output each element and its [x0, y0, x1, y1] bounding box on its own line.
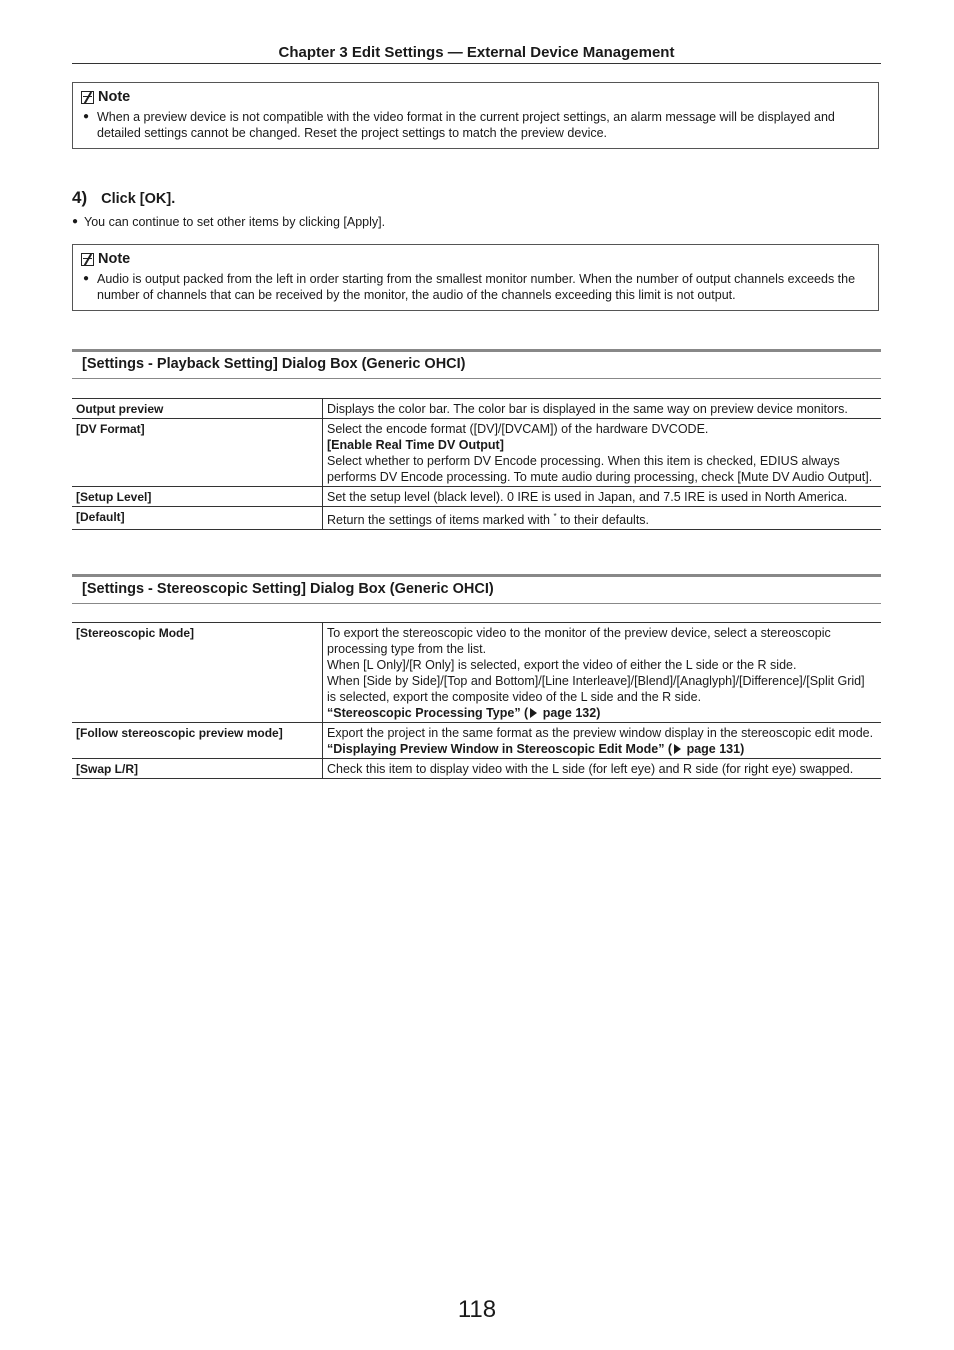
- asterisk-marker: *: [553, 512, 557, 521]
- row-desc-group: [323, 419, 882, 487]
- table-row: [72, 399, 881, 419]
- row-desc-before: Return the settings of items marked with: [327, 513, 554, 528]
- chapter-header: Chapter 3 Edit Settings — External Device Management: [72, 44, 881, 64]
- row-key: [Setup Level]: [72, 487, 323, 507]
- step-text: Click [OK].: [101, 191, 176, 207]
- table-row: [72, 419, 881, 487]
- step-bullet: [72, 214, 385, 230]
- note-bullet: [81, 271, 870, 303]
- stereoscopic-settings-table: [72, 622, 881, 779]
- row-desc: Set the setup level (black level). 0 IRE is used in Japan, and 7.5 IRE is used in North America.: [323, 487, 882, 507]
- note-title: [81, 89, 870, 105]
- row-key: [DV Format]: [72, 419, 323, 487]
- reference-page: page 132): [539, 706, 601, 720]
- table-row: [72, 623, 881, 723]
- section-title-playback: [Settings - Playback Setting] Dialog Box (Generic OHCI): [72, 349, 881, 379]
- note-icon: [81, 91, 94, 104]
- row-key: [Follow stereoscopic preview mode]: [72, 723, 323, 759]
- table-row: [72, 507, 881, 530]
- row-key: Output preview: [72, 399, 323, 419]
- step-4: [72, 188, 175, 208]
- row-key: [Default]: [72, 507, 323, 530]
- note-box-audio: [72, 244, 879, 311]
- row-desc: Check this item to display video with the L side (for left eye) and R side (for right eye) swapped.: [323, 759, 882, 779]
- row-desc: Export the project in the same format as the preview window display in the stereoscopic edit mode.: [327, 726, 874, 740]
- row-desc-group: [323, 507, 882, 530]
- bullet-icon: ●: [83, 273, 90, 284]
- row-key: [Swap L/R]: [72, 759, 323, 779]
- page-number: 118: [457, 1296, 497, 1323]
- row-desc: When [Side by Side]/[Top and Bottom]/[Line Interleave]/[Blend]/[Anaglyph]/[Difference]/[Split Grid] is selected, export the composite video of the L side and the R side.: [327, 674, 865, 704]
- row-desc-group: [323, 723, 882, 759]
- reference-text: “Displaying Preview Window in Stereoscopic Edit Mode” (: [327, 742, 673, 756]
- row-desc: When [L Only]/[R Only] is selected, export the video of either the L side or the R side.: [327, 658, 797, 672]
- row-desc: To export the stereoscopic video to the monitor of the preview device, select a stereoscopic processing type from the list.: [327, 626, 831, 656]
- note-bullet: [81, 109, 870, 141]
- note-title-label: Note: [98, 251, 131, 267]
- row-subtitle: [Enable Real Time DV Output]: [327, 438, 504, 452]
- arrow-right-icon: [530, 708, 537, 718]
- table-row: [72, 759, 881, 779]
- row-desc-after: to their defaults.: [556, 513, 650, 528]
- bullet-icon: ●: [83, 111, 90, 122]
- table-row: [72, 487, 881, 507]
- note-box-preview-compat: [72, 82, 879, 149]
- step-number: 4): [72, 188, 88, 207]
- row-subdesc: Select whether to perform DV Encode processing. When this item is checked, EDIUS always performs DV Encode processing. To mute audio during processing, check [Mute DV Audio Output].: [327, 454, 873, 484]
- row-key: [Stereoscopic Mode]: [72, 623, 323, 723]
- page-reference-link[interactable]: [327, 705, 877, 721]
- page-reference-link[interactable]: [327, 741, 877, 757]
- row-desc-group: [323, 623, 882, 723]
- row-desc: Select the encode format ([DV]/[DVCAM]) of the hardware DVCODE.: [327, 422, 709, 436]
- table-row: [72, 723, 881, 759]
- section-title-stereoscopic: [Settings - Stereoscopic Setting] Dialog Box (Generic OHCI): [72, 574, 881, 604]
- reference-text: “Stereoscopic Processing Type” (: [327, 706, 529, 720]
- note-icon: [81, 253, 94, 266]
- step-bullet-text: You can continue to set other items by clicking [Apply].: [84, 215, 386, 229]
- reference-page: page 131): [683, 742, 745, 756]
- note-title-label: Note: [98, 89, 131, 105]
- note-text: When a preview device is not compatible with the video format in the current project settings, an alarm message will be displayed and detailed settings cannot be changed. Reset the project settings to match the preview device.: [97, 110, 835, 140]
- playback-settings-table: [72, 398, 881, 530]
- note-title: [81, 251, 870, 267]
- note-text: Audio is output packed from the left in order starting from the smallest monitor number. When the number of output channels exceeds the number of channels that can be received by the monitor, the audio of the channels exceeding this limit is not output.: [97, 272, 856, 302]
- bullet-icon: ●: [72, 216, 79, 227]
- arrow-right-icon: [674, 744, 681, 754]
- row-desc: Displays the color bar. The color bar is displayed in the same way on preview device monitors.: [323, 399, 882, 419]
